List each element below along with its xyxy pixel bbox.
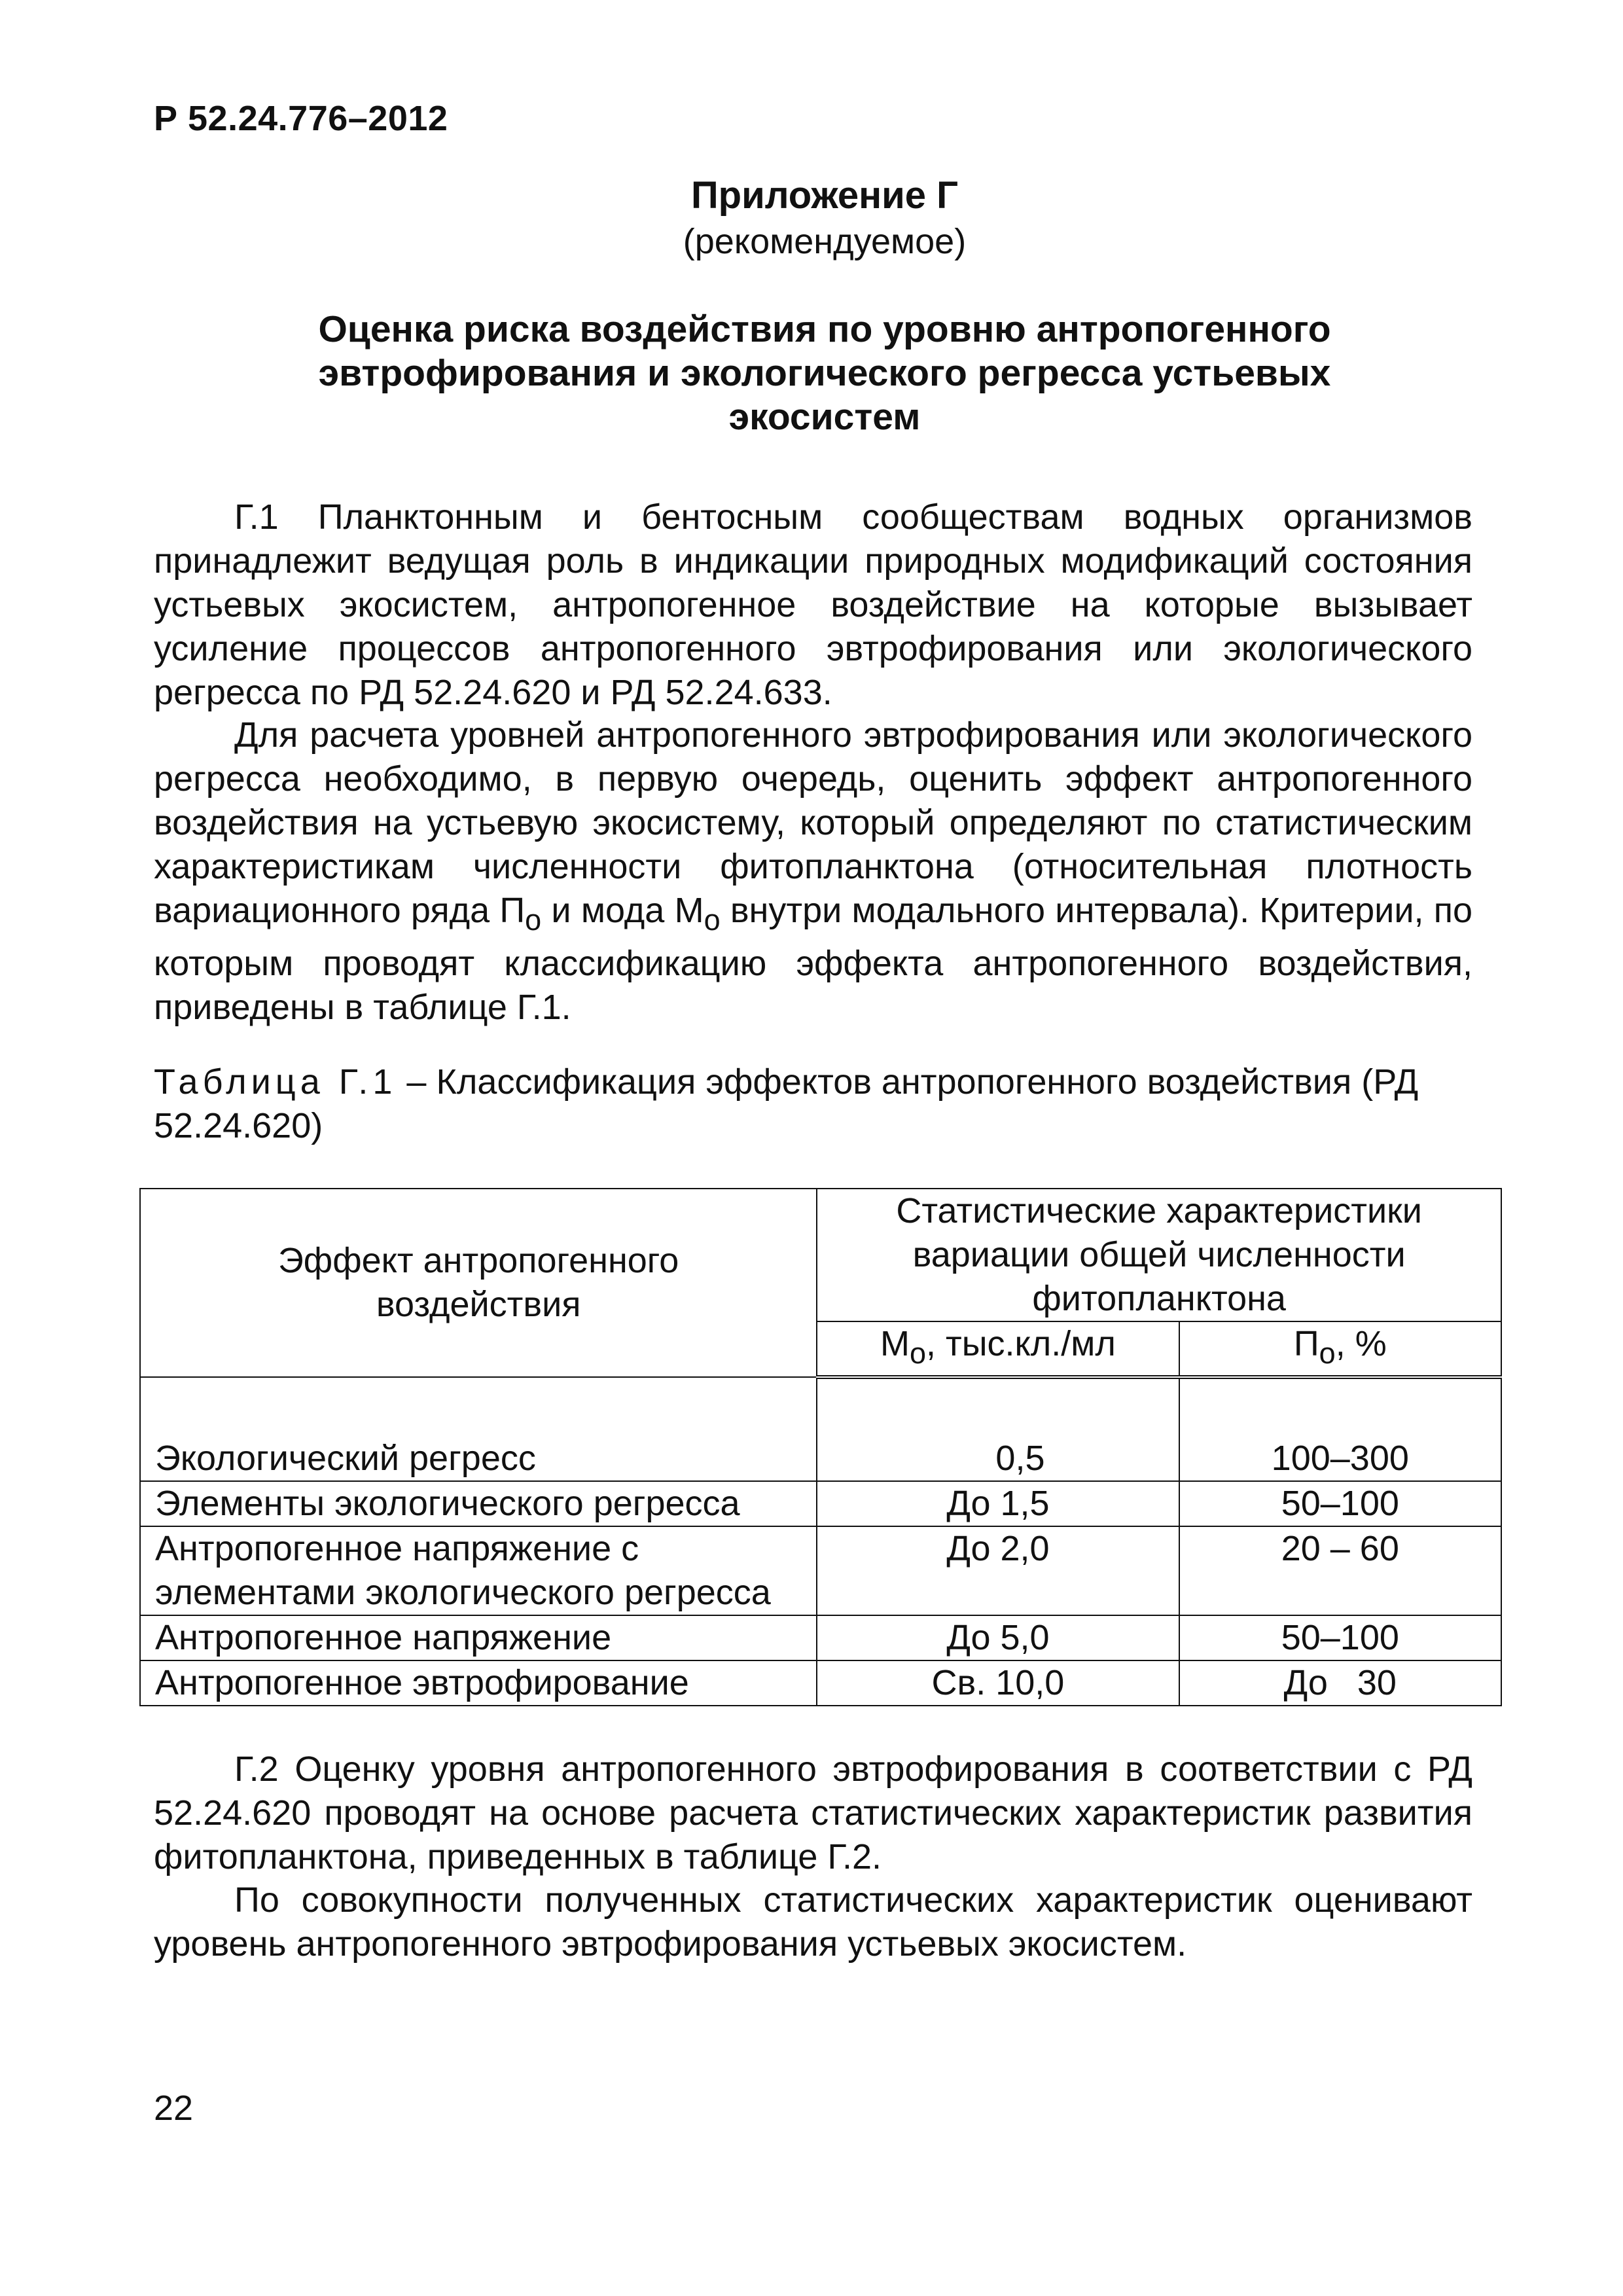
document-code: Р 52.24.776–2012: [154, 99, 448, 138]
header-mo: [817, 1321, 1179, 1377]
table-cell-mo: До 1,5: [817, 1481, 1179, 1526]
table-cell-mo: 0,5: [817, 1377, 1179, 1481]
header-effect: Эффект антропогенного воздействия: [140, 1189, 817, 1377]
header-mo-symbol: М: [880, 1324, 910, 1363]
header-po: [1179, 1321, 1501, 1377]
table-cell-mo: Св. 10,0: [817, 1660, 1179, 1706]
appendix-title: Приложение Г: [690, 174, 959, 217]
paragraph-text: внутри модального интервала). Критерии, по которым проводят классификацию эффекта антропогенного воздействия, приведены в таблице Г.1.: [154, 891, 1472, 1027]
subscript: о: [525, 903, 542, 937]
table-cell-effect: Антропогенное напряжение: [140, 1615, 817, 1660]
section-title-line-1: Оценка риска воздействия по уровню антропогенного: [318, 308, 1331, 350]
header-po-unit: , %: [1335, 1324, 1387, 1363]
subscript: о: [1319, 1336, 1336, 1370]
table-cell-po: 50–100: [1179, 1615, 1501, 1660]
table-cell-effect: Элементы экологического регресса: [140, 1481, 817, 1526]
paragraph-g2: Г.2 Оценку уровня антропогенного эвтрофирования в соответствии с РД 52.24.620 проводят на основе расчета статистических характеристик развития фитопланктона, приведенных в таблице Г.2.: [154, 1749, 1472, 1876]
table-cell-po: 20 – 60: [1179, 1526, 1501, 1615]
header-mo-unit: , тыс.кл./мл: [925, 1324, 1116, 1363]
header-po-symbol: П: [1293, 1324, 1319, 1363]
paragraph-g2-assessment: По совокупности полученных статистических характеристик оценивают уровень антропогенного эвтрофирования устьевых экосистем.: [154, 1880, 1472, 1964]
table-caption-label: Таблица Г.1: [154, 1062, 397, 1102]
table-cell-mo: До 2,0: [817, 1526, 1179, 1615]
table-row: [140, 1377, 1501, 1481]
table-cell-po: 100–300: [1179, 1377, 1501, 1481]
paragraph-text: Для расчета уровней антропогенного эвтрофирования или экологического регресса необходимо, в первую очередь, оценить эффект антропогенного воздействия на устьевую экосистему, который определяют по статистическим характеристикам численности фитопланктона (относительная плотность вариационного ряда П: [154, 715, 1472, 930]
table-caption-text: – Классификация эффектов антропогенного воздействия (РД 52.24.620): [154, 1062, 1419, 1145]
section-title-line-2: эвтрофирования и экологического регресса устьевых: [318, 352, 1331, 394]
paragraph-g1: Г.1 Планктонным и бентосным сообществам водных организмов принадлежит ведущая роль в индикации природных модификаций состояния устьевых экосистем, антропогенное воздействие на которые вызывает усиление процессов антропогенного эвтрофирования или экологического регресса по РД 52.24.620 и РД 52.24.633.: [154, 497, 1472, 712]
table-cell-effect: Экологический регресс: [140, 1377, 817, 1481]
paragraph-text: и мода М: [541, 891, 704, 930]
section-title: [236, 308, 1414, 439]
table-cell-mo: До 5,0: [817, 1615, 1179, 1660]
section-title-line-3: экосистем: [728, 396, 921, 438]
paragraph-g1-calculation: [154, 713, 1472, 1030]
table-cell-effect: Антропогенное напряжение с элементами экологического регресса: [140, 1526, 817, 1615]
classification-table: [139, 1188, 1502, 1706]
table-cell-effect: Антропогенное эвтрофирование: [140, 1660, 817, 1706]
header-statistics: Статистические характеристики вариации общей численности фитопланктона: [817, 1189, 1501, 1321]
appendix-subtitle: (рекомендуемое): [683, 222, 967, 261]
table-caption: [154, 1060, 1472, 1148]
table-row: [140, 1481, 1501, 1526]
subscript: о: [704, 903, 721, 937]
table-row: [140, 1615, 1501, 1660]
table-row: [140, 1660, 1501, 1706]
table-row: [140, 1526, 1501, 1615]
page-number: 22: [154, 2089, 194, 2128]
table-cell-po: 50–100: [1179, 1481, 1501, 1526]
table-cell-po: До 30: [1179, 1660, 1501, 1706]
subscript: о: [909, 1336, 926, 1370]
